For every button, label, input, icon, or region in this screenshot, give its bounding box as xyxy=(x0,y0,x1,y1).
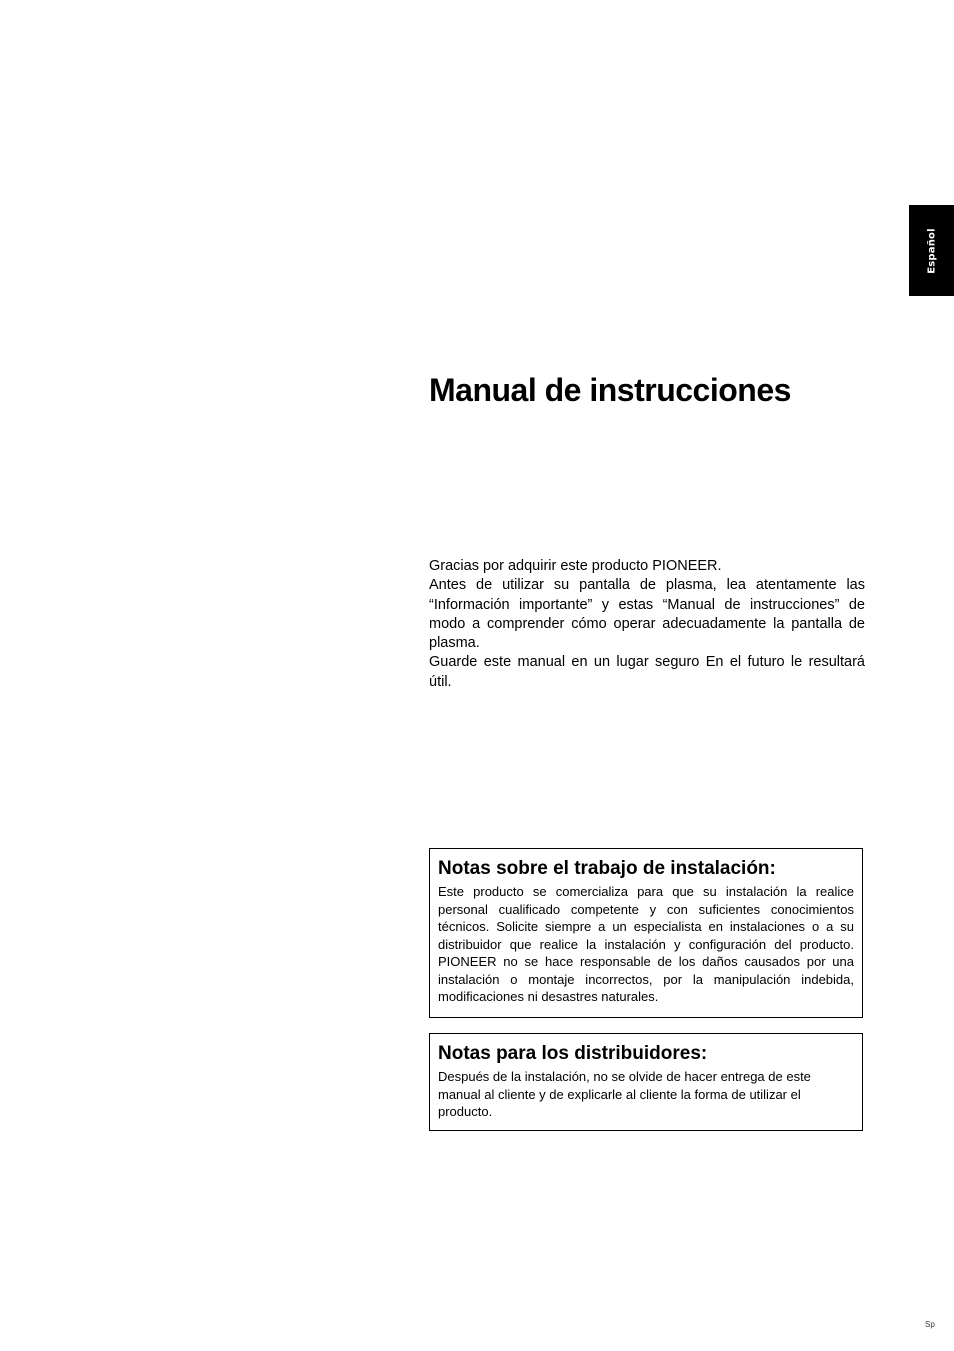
installation-notes-box xyxy=(429,848,863,1018)
distributor-notes-box xyxy=(429,1033,863,1131)
installation-notes-heading: Notas sobre el trabajo de instalación: xyxy=(438,858,776,879)
language-tab-label: Español xyxy=(926,227,937,274)
intro-paragraph: Guarde este manual en un lugar seguro En el futuro le resultará útil. xyxy=(429,654,865,690)
distributor-notes-heading: Notas para los distribuidores: xyxy=(438,1043,708,1064)
language-tab xyxy=(909,205,954,296)
page-title: Manual de instrucciones xyxy=(429,372,791,408)
installation-notes-body: Este producto se comercializa para que su instalación la realice personal cualificado competente y con suficientes conocimientos técnicos. Solicite siempre a un especialista en instalaciones o a su distribuidor que realice la instalación y configuración del producto. PIONEER no se hace responsable de los daños causados por una instalación o montaje incorrectos, por la manipulación indebida, modificaciones ni desastres naturales. xyxy=(438,884,854,1004)
intro-paragraph: Antes de utilizar su pantalla de plasma, lea atentamente las “Información importante” y estas “Manual de instrucciones” de modo a comprender cómo operar adecuadamente la pantalla de plasma. xyxy=(429,577,865,652)
intro-text xyxy=(429,557,865,692)
distributor-notes-body: Después de la instalación, no se olvide de hacer entrega de este manual al cliente y de explicarle al cliente la forma de utilizar el producto. xyxy=(438,1069,811,1119)
intro-paragraph: Gracias por adquirir este producto PIONEER. xyxy=(429,558,722,574)
page-code: Sp xyxy=(925,1320,935,1329)
